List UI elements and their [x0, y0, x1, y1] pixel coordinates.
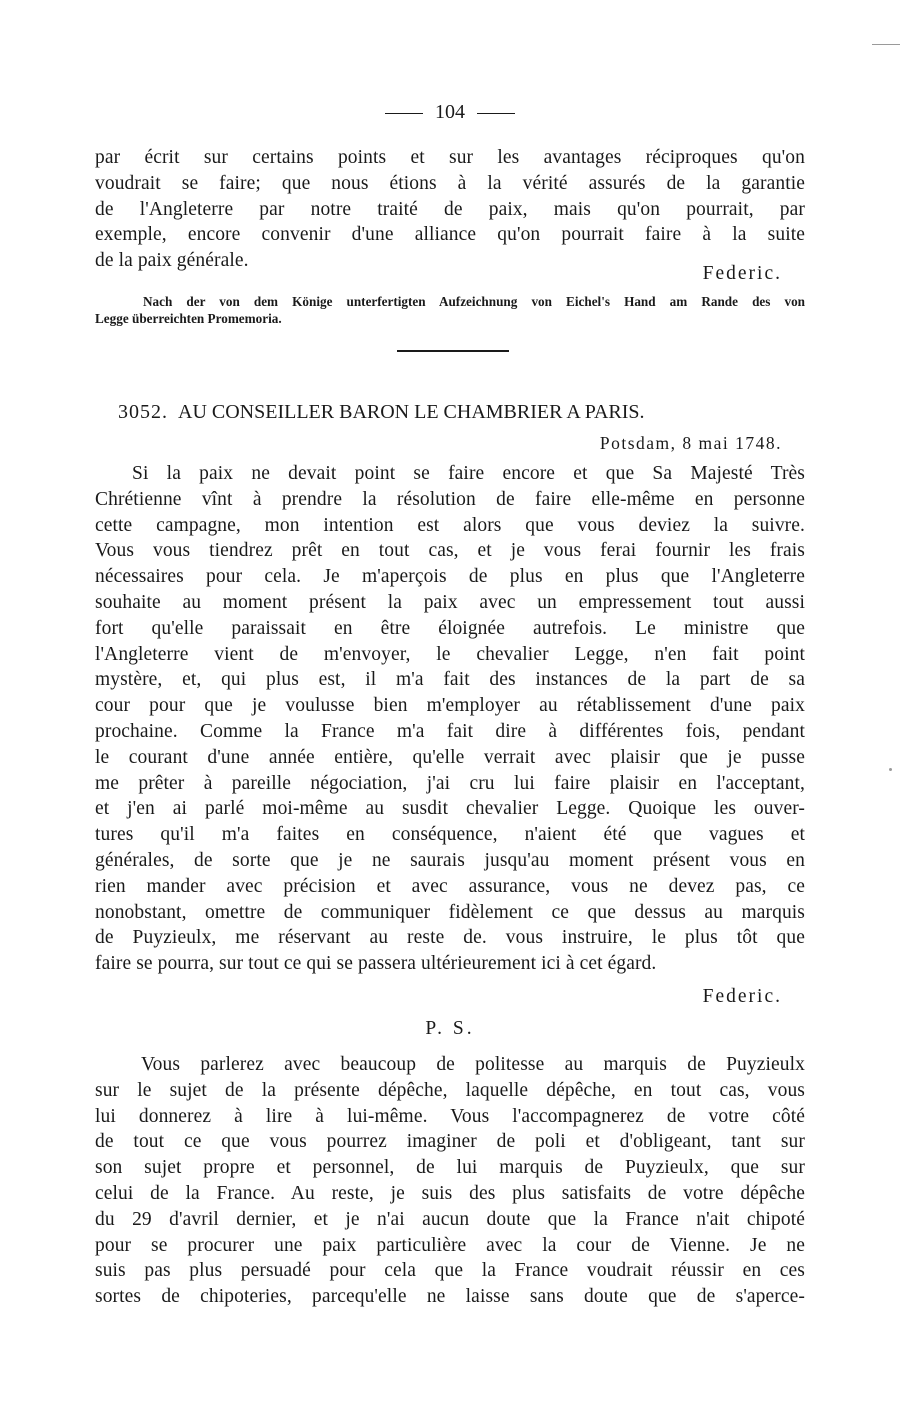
dateline: Potsdam, 8 mai 1748. — [599, 433, 782, 453]
footnote — [95, 293, 805, 327]
ps-line: Vous parlerez avec beaucoup de politesse au marquis de Puyzieulx — [141, 1054, 805, 1075]
header-dash-left — [385, 113, 423, 114]
postscript-label: P. S. — [425, 1018, 475, 1039]
ps-line: suis pas plus persuadé pour cela que la France voudrait réussir en ces — [95, 1260, 805, 1282]
ps-line: de tout ce que vous pourrez imaginer de poli et d'obligeant, tant sur — [95, 1131, 805, 1153]
body-line: mystère, et, qui plus est, il m'a fait des instances de la part de sa — [95, 669, 805, 691]
footnote-line: Legge überreichten Promemoria. — [95, 311, 282, 326]
ps-line: pour se procurer une paix particulière avec la cour de Vienne. Je ne — [95, 1234, 805, 1256]
letter-body — [95, 461, 805, 977]
section-divider — [397, 350, 509, 352]
body-line: le courant d'une année entière, qu'elle verrait avec plaisir que je pusse — [95, 746, 805, 768]
letter-number: 3052. — [118, 401, 168, 423]
letter-heading — [118, 399, 788, 425]
top-signature: Federic. — [702, 263, 782, 284]
body-line: tures qu'il m'a faites en conséquence, n'aient été que vagues et — [95, 824, 805, 846]
header-dash-right — [477, 113, 515, 114]
postscript-body — [95, 1052, 805, 1310]
body-line: prochaine. Comme la France m'a fait dire à différentes fois, pendant — [95, 720, 805, 742]
body-line: Si la paix ne devait point se faire encore et que Sa Majesté Très — [132, 463, 805, 484]
body-line: nécessaires pour cela. Je m'aperçois de plus en plus que l'Angleterre — [95, 566, 805, 588]
letter-signature: Federic. — [702, 986, 782, 1007]
page-header — [95, 99, 805, 125]
top-line: exemple, encore convenir d'une alliance qu'on pourrait faire à la suite — [95, 224, 805, 246]
top-line: de la paix générale. — [95, 250, 249, 272]
edge-mark — [872, 44, 900, 45]
margin-speck — [889, 768, 892, 771]
ps-line: celui de la France. Au reste, je suis des plus satisfaits de votre dépêche — [95, 1182, 805, 1204]
body-line: et j'en ai parlé moi-même au susdit chevalier Legge. Quoique les ouver- — [95, 798, 805, 820]
top-paragraph — [95, 145, 805, 274]
ps-line: son sujet propre et personnel, de lui marquis de Puyzieulx, que sur — [95, 1157, 805, 1179]
footnote-line: Nach der von dem Könige unterfertigten Aufzeichnung von Eichel's Hand am Rande des von — [143, 294, 805, 309]
body-line: me prêter à pareille négociation, j'ai cru lui faire plaisir en l'acceptant, — [95, 772, 805, 794]
body-line: Chrétienne vînt à prendre la résolution de faire elle-même en personne — [95, 488, 805, 510]
body-line: de Puyzieulx, me réservant au reste de. vous instruire, le plus tôt que — [95, 927, 805, 949]
top-line: de l'Angleterre par notre traité de paix, mais qu'on pourrait, par — [95, 198, 805, 220]
body-line: nonobstant, omettre de communiquer fidèlement ce que dessus au marquis — [95, 901, 805, 923]
ps-line: sur le sujet de la présente dépêche, laquelle dépêche, en tout cas, vous — [95, 1079, 805, 1101]
top-line: par écrit sur certains points et sur les avantages réciproques qu'on — [95, 147, 805, 168]
body-line: rien mander avec précision et avec assurance, vous ne devez pas, ce — [95, 875, 805, 897]
letter-title: AU CONSEILLER BARON LE CHAMBRIER A PARIS. — [178, 401, 645, 423]
body-line: Vous vous tiendrez prêt en tout cas, et je vous ferai fournir les frais — [95, 540, 805, 562]
body-line: cour pour que je voulusse bien m'employer au rétablissement d'une paix — [95, 695, 805, 717]
page-number: 104 — [435, 101, 465, 123]
body-line: faire se pourra, sur tout ce qui se passera ultérieurement ici à cet égard. — [95, 953, 657, 975]
ps-line: sortes de chipoteries, parcequ'elle ne laisse sans doute que de s'aperce- — [95, 1286, 805, 1308]
top-line: voudrait se faire; que nous étions à la vérité assurés de la garantie — [95, 172, 805, 194]
body-line: fort qu'elle paraissait en être éloignée autrefois. Le ministre que — [95, 617, 805, 639]
body-line: souhaite au moment présent la paix avec un empressement tout aussi — [95, 591, 805, 613]
body-line: cette campagne, mon intention est alors que vous deviez la suivre. — [95, 514, 805, 536]
ps-line: du 29 d'avril dernier, et je n'ai aucun doute que la France n'ait chipoté — [95, 1208, 805, 1230]
ps-line: lui donnerez à lire à lui-même. Vous l'accompagnerez de votre côté — [95, 1105, 805, 1127]
body-line: l'Angleterre vient de m'envoyer, le chevalier Legge, n'en fait point — [95, 643, 805, 665]
body-line: générales, de sorte que je ne saurais jusqu'au moment présent vous en — [95, 849, 805, 871]
